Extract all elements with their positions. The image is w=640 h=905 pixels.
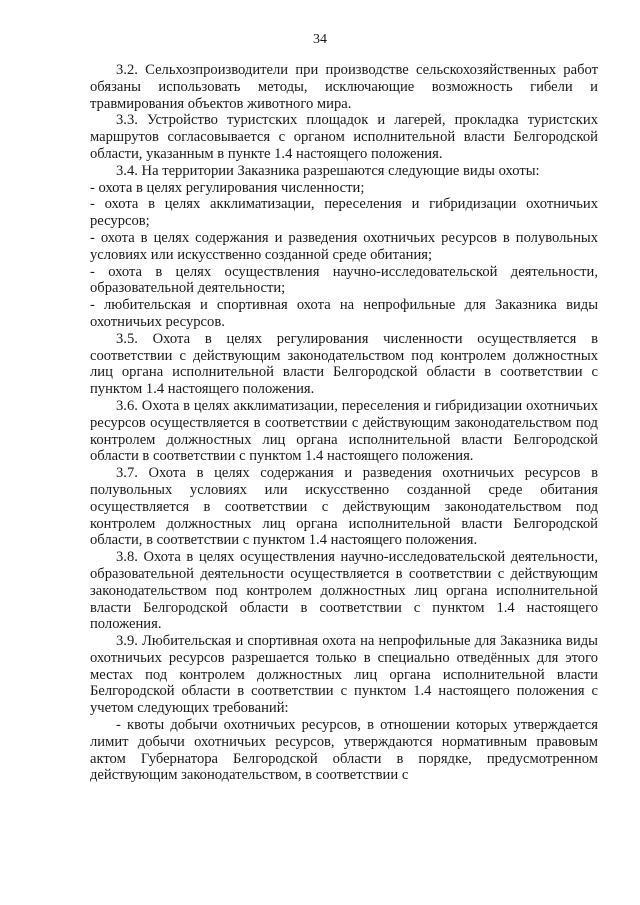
paragraph-3-5: 3.5. Охота в целях регулирования численности осуществляется в соответствии с действующим законодательством под контролем должностных лиц органа исполнительной власти Белгородской области в соответствии с пунктом 1.4 настоящего положения. bbox=[90, 330, 598, 398]
list-item-hunting-type: - любительская и спортивная охота на непрофильные для Заказника виды охотничьих ресурсов. bbox=[90, 297, 598, 330]
page-number: 34 bbox=[313, 32, 327, 47]
list-item-hunting-type: - охота в целях регулирования численности; bbox=[90, 179, 365, 196]
paragraph-3-7: 3.7. Охота в целях содержания и разведения охотничьих ресурсов в полувольных условиях или искусственно созданной среде обитания осуществляется в соответствии с действующим законодательством под контролем должностных лиц органа исполнительной власти Белгородской области, в соответствии с пунктом 1.4 настоящего положения. bbox=[90, 465, 598, 549]
list-item-hunting-type: - охота в целях акклиматизации, переселения и гибридизации охотничьих ресурсов; bbox=[90, 196, 598, 230]
paragraph-3-8: 3.8. Охота в целях осуществления научно-исследовательской деятельности, образовательной деятельности осуществляется в соответствии с действующим законодательством под контролем должностных лиц органа исполнительной власти Белгородской области в соответствии с пунктом 1.4 настоящего положения. bbox=[90, 549, 598, 633]
list-item-hunting-type: - охота в целях содержания и разведения охотничьих ресурсов в полувольных условиях или искусственно созданной среде обитания; bbox=[90, 229, 598, 263]
paragraph-3-2: 3.2. Сельхозпроизводители при производстве сельскохозяйственных работ обязаны использовать методы, исключающие возможность гибели и травмирования объектов животного мира. bbox=[90, 62, 598, 112]
paragraph-3-4: 3.4. На территории Заказника разрешаются следующие виды охоты: bbox=[116, 162, 540, 179]
document-body bbox=[90, 62, 598, 784]
paragraph-3-9: 3.9. Любительская и спортивная охота на непрофильные для Заказника виды охотничьих ресурсов разрешается только в специально отведённых для этого местах под контролем должностных лиц органа исполнительной власти Белгородской области в соответствии с пунктом 1.4 настоящего положения с учетом следующих требований: bbox=[90, 633, 598, 717]
list-item-quota-requirement: - квоты добычи охотничьих ресурсов, в отношении которых утверждается лимит добычи охотничьих ресурсов, утверждаются нормативным правовым актом Губернатора Белгородской области в порядке, предусмотренном действующим законодательством, в соответствии с bbox=[90, 717, 598, 784]
list-item-hunting-type: - охота в целях осуществления научно-исследовательской деятельности, образовательной деятельности; bbox=[90, 263, 598, 297]
paragraph-3-3: 3.3. Устройство туристских площадок и лагерей, прокладка туристских маршрутов согласовывается с органом исполнительной власти Белгородской области, указанным в пункте 1.4 настоящего положения. bbox=[90, 112, 598, 162]
paragraph-3-6: 3.6. Охота в целях акклиматизации, переселения и гибридизации охотничьих ресурсов осуществляется в соответствии с действующим законодательством под контролем должностных лиц органа исполнительной власти Белгородской области в соответствии с пунктом 1.4 настоящего положения. bbox=[90, 397, 598, 465]
